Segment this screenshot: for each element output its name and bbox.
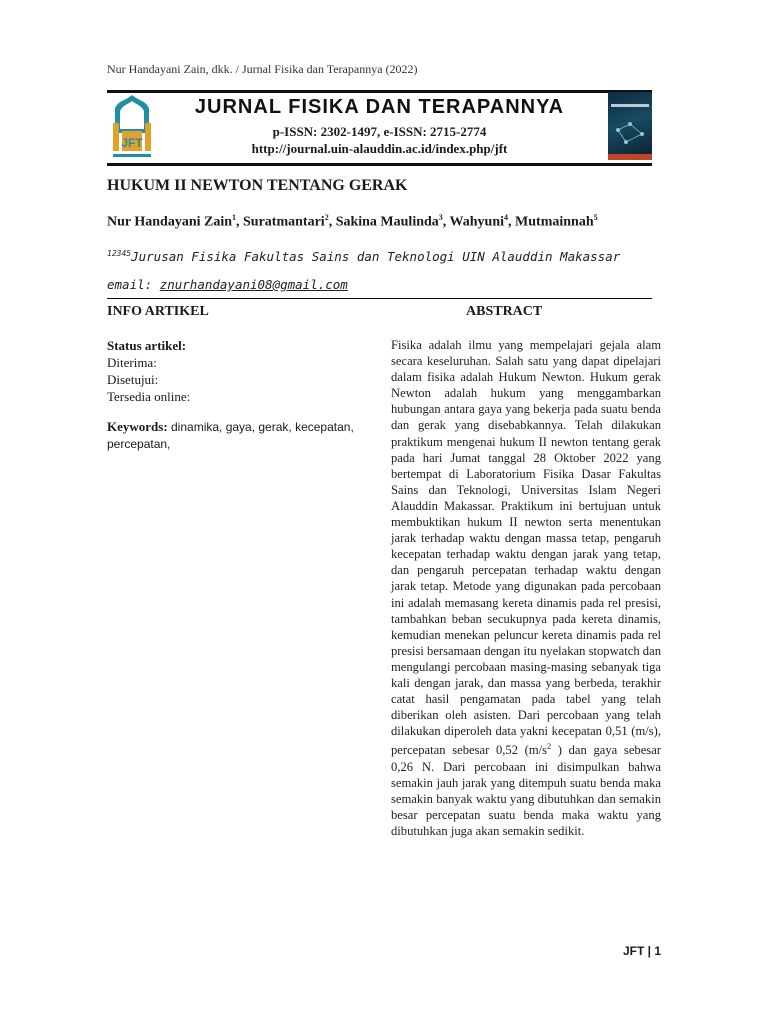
keywords-text: dinamika, gaya, gerak, kecepatan, percepatan, [107,420,354,451]
author-sup: 1 [232,213,237,222]
affiliation [107,249,620,264]
abstract-body [391,337,661,839]
status-approved: Disetujui: [107,372,159,387]
email-label: email: [107,277,160,292]
author-name: Wahyuni [449,214,505,230]
logo-text: JFT [121,136,143,150]
abstract-heading: ABSTRACT [466,304,543,319]
abstract-sup: 2 [547,742,552,752]
email-link[interactable]: znurhandayani08@gmail.com [159,277,348,292]
author-sup: 4 [504,213,509,222]
author-sup: 2 [324,213,329,222]
author-name: Sakina Maulinda [335,214,439,230]
author-list: Nur Handayani Zain$^1$, Suratmantari$^2$, Sakina Maulinda$^3$, Wahyuni$^4$, Mutmainnah$^5$ [107,213,598,230]
section-divider [107,298,652,299]
author-name: Suratmantari [243,214,325,230]
email-line [107,277,348,292]
author-name: Nur Handayani Zain [107,214,233,230]
affiliation-text: Jurusan Fisika Fakultas Sains dan Teknologi UIN Alauddin Makassar [131,249,621,265]
journal-cover-image [608,92,652,160]
page-number: JFT | 1 [623,944,662,958]
affiliation-sup: 12345 [107,249,132,258]
info-heading: INFO ARTIKEL [107,304,209,319]
journal-title: JURNAL FISIKA DAN TERAPANNYA [194,96,565,118]
journal-issn: p-ISSN: 2302-1497, e-ISSN: 2715-2774 [272,124,487,139]
journal-url[interactable]: http://journal.uin-alauddin.ac.id/index.php/jft [251,141,508,156]
author-name: Mutmainnah [515,214,594,230]
author-sup: 5 [593,213,598,222]
abstract-text: Fisika adalah ilmu yang mempelajari gejala alam secara keseluruhan. Salah satu yang dapat dipelajari dalam fisika adalah Hukum Newton. Hukum gerak Newton adalah hukum yang menggambarkan hubungan antara gaya yang bekerja pada suatu benda dan gerak yang disebabkannya. Telah dilakukan praktikum mengenai hukum II newton tentang gerak pada hari Jumat tanggal 28 Oktober 2022 yang bertempat di Laboratorium Fisika Dasar Fakultas Sains dan Teknologi, Universitas Islam Negeri Alauddin Makassar. Praktikum ini bertujuan untuk membuktikan hukum II newton serta menentukan jarak terhadap waktu dengan massa tetap, pengaruh kecepatan terhadap waktu dengan jarak yang tetap, dan pengaruh percepatan terhadap waktu dengan jarak tetap. Metode yang digunakan pada percobaan ini adalah memasang kereta dinamis pada rel presisi, tambahkan beban secukupnya pada kereta dinamis, kemudian menekan peluncur kereta dinamis pada rel presisi bersamaan dengan itu nyelakan stopwatch dan mengulangi percobaan masing-masing sebanyak tiga kali dengan jarak, dan massa yang berbeda, terakhir catat hasil pengamatan pada tabel yang telah diberikan oleh asisten. Dari percobaan yang telah dilakukan diperoleh data yakni kecepatan 0,51 (m/s), percepatan sebesar 0,52 (m/s [391,338,661,758]
article-status [107,337,190,405]
journal-banner [107,90,652,166]
status-online: Tersedia online: [107,389,191,404]
abstract-text-end: ) dan gaya sebesar 0,26 N. Dari percobaan ini disimpulkan bahwa semakin jauh jarak yang ditempuh suatu benda maka semakin banyak waktu yang dibutuhkan dan semakin besar percepatan suatu benda maka waktu yang dibutuhkan juga akan semakin sedikit. [391,743,661,838]
keywords-label: Keywords: [107,419,168,434]
keywords [107,418,369,453]
status-label: Status artikel: [107,338,187,353]
author-sup: 3 [438,213,443,222]
article-title: HUKUM II NEWTON TENTANG GERAK [107,177,408,194]
status-received: Diterima: [107,355,157,370]
running-head: Nur Handayani Zain, dkk. / Jurnal Fisika dan Terapannya (2022) [107,62,418,76]
